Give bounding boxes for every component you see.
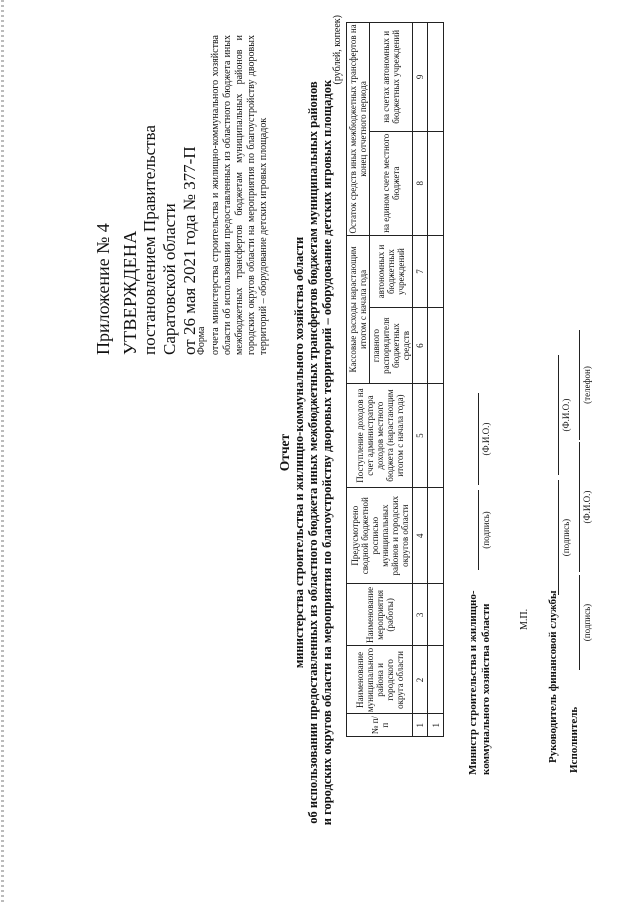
executor-title: Исполнитель <box>568 706 580 773</box>
approved-title: УТВЕРЖДЕНА <box>120 230 140 355</box>
table-cell <box>428 488 444 584</box>
report-title-block <box>278 20 334 885</box>
appendix-number: Приложение № 4 <box>93 223 113 355</box>
form-text: отчета министерства строительства и жилищно-коммунального хозяйства области об использовании предоставленных из областного бюджета иных межбюджетных трансфертов бюджетам муниципальных районов и городских округов области на мероприятия по благоустройству дворовых территорий – оборудование детских игровых площадок <box>210 35 269 355</box>
name-caption: (Ф.И.О.) <box>561 398 571 432</box>
header-balance: Остаток средств иных межбюджетных трансфертов на конец отчетного периода <box>348 24 368 234</box>
approved-line: от 26 мая 2021 года № 377-П <box>180 146 199 355</box>
executor-name-line <box>579 442 580 572</box>
table-cell <box>428 131 444 235</box>
header-planned: Предусмотрено сводной бюджетной росписью муниципальных районов и городских округов области <box>347 488 413 584</box>
executor-signature-line <box>579 575 580 670</box>
minister-signature-line <box>478 490 479 570</box>
header-event: Наименование мероприятия (работы) <box>347 584 413 646</box>
column-number: 1 <box>413 714 428 737</box>
phone-caption: (телефон) <box>582 366 592 404</box>
executor-phone-line <box>579 330 580 440</box>
header-balance-auto: на счетах автономных и бюджетных учреждений <box>370 23 413 132</box>
column-number: 4 <box>413 488 428 584</box>
column-number: 7 <box>413 235 428 307</box>
signature-caption: (подпись) <box>561 518 571 557</box>
column-number: 8 <box>413 131 428 235</box>
minister-title: Министр строительства и жилищно-коммунального хозяйства области <box>467 590 492 775</box>
table-row <box>428 23 444 737</box>
header-expenses-main: главного распорядителя бюджетных средств <box>370 308 413 384</box>
report-title-line: об использовании предоставленных из областного бюджета иных межбюджетных трансфертов бюджетам муниципальных районов <box>306 81 320 824</box>
report-table <box>346 22 444 737</box>
column-number: 6 <box>413 308 428 384</box>
table-cell <box>428 308 444 384</box>
column-number: 3 <box>413 584 428 646</box>
column-number: 2 <box>413 646 428 714</box>
finance-name-line <box>558 355 559 475</box>
table-cell <box>428 384 444 488</box>
signature-caption: (подпись) <box>582 603 592 642</box>
finance-signature-line <box>558 480 559 595</box>
name-caption: (Ф.И.О.) <box>481 422 491 456</box>
table-cell <box>428 235 444 307</box>
report-title-line: министерства строительства и жилищно-коммунального хозяйства области <box>292 236 306 669</box>
approval-block <box>120 15 200 355</box>
column-numbers-row <box>413 23 428 737</box>
header-income: Поступление доходов на счет администратора доходов местного бюджета (нарастающим итогом с начала года) <box>347 384 413 488</box>
approved-line: Саратовской области <box>160 203 179 355</box>
report-title-line: и городских округов области на мероприятия по благоустройству дворовых территорий – оборудование детских игровых площадок <box>320 79 334 826</box>
row-number: 1 <box>428 714 444 737</box>
finance-head-title: Руководитель финансовой службы <box>547 590 559 763</box>
name-caption: (Ф.И.О.) <box>582 490 592 524</box>
header-expenses: Кассовые расходы нарастающим итогом с начала года <box>347 235 370 383</box>
report-title: Отчет <box>277 433 292 472</box>
stamp-label: М.П. <box>519 608 530 630</box>
form-description <box>196 35 270 355</box>
minister-name-line <box>478 393 479 485</box>
column-number: 5 <box>413 384 428 488</box>
table-cell <box>428 646 444 714</box>
header-municipality: Наименование муниципального района и городского округа области <box>347 646 413 714</box>
header-balance-single: на едином счете местного бюджета <box>370 131 413 235</box>
header-expenses-auto: автономных и бюджетных учреждений <box>370 235 413 307</box>
approved-line: постановлением Правительства <box>140 125 159 355</box>
table-cell <box>428 584 444 646</box>
header-no: № п/п <box>347 714 413 737</box>
form-label: Форма <box>196 326 207 355</box>
table-cell <box>428 23 444 132</box>
signature-caption: (подпись) <box>481 511 491 549</box>
units-note: (рублей, копеек) <box>332 15 343 85</box>
column-number: 9 <box>413 23 428 132</box>
